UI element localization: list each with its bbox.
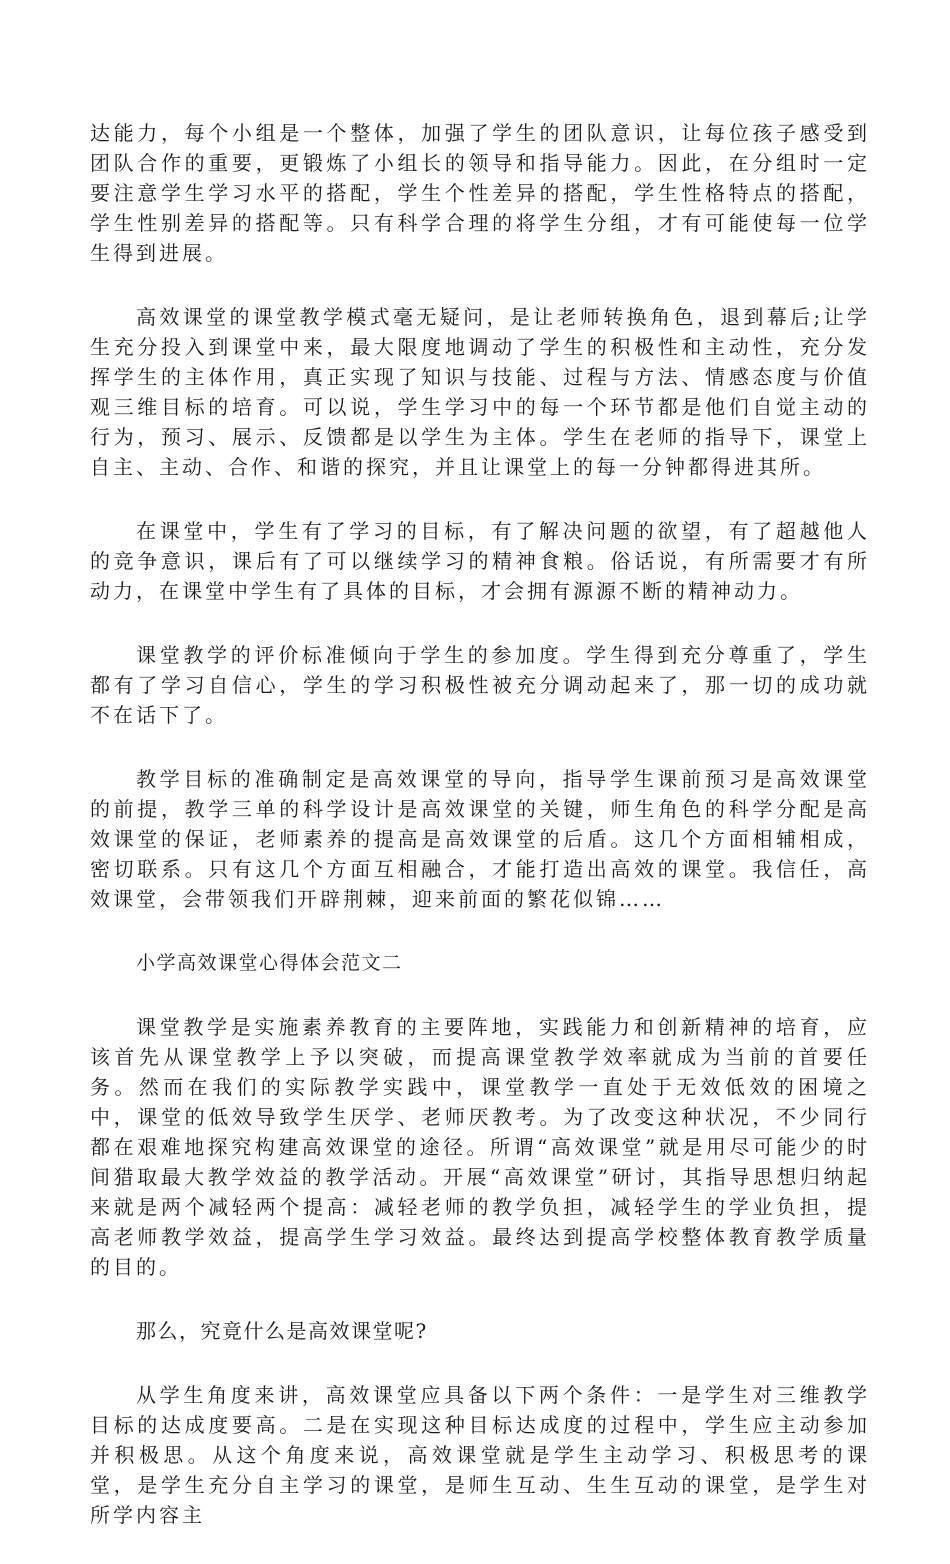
paragraph-continuation: 达能力，每个小组是一个整体，加强了学生的团队意识，让每位孩子感受到团队合作的重要，更锻炼了小组长的领导和指导能力。因此，在分组时一定要注意学生学习水平的搭配，学生个性差异的搭配，学生性格特点的搭配，学生性别差异的搭配等。只有科学合理的将学生分组，才有可能使每一位学生得到进展。 (90, 121, 870, 265)
document-page (90, 118, 870, 1564)
section-heading: 小学高效课堂心得体会范文二 (136, 952, 403, 974)
paragraph-student-perspective: 从学生角度来讲，高效课堂应具备以下两个条件：一是学生对三维教学目标的达成度要高。二是在实现这种目标达成度的过程中，学生应主动参加并积极思。从这个角度来说，高效课堂就是学生主动学习、积极思考的课堂，是学生充分自主学习的课堂，是师生互动、生生互动的课堂，是学生对所学内容主 (90, 1383, 870, 1527)
paragraph-evaluation-standard: 课堂教学的评价标准倾向于学生的参加度。学生得到充分尊重了，学生都有了学习自信心，学生的学习积极性被充分调动起来了，那一切的成功就不在话下了。 (90, 643, 870, 727)
paragraph-summary: 教学目标的准确制定是高效课堂的导向，指导学生课前预习是高效课堂的前提，教学三单的科学设计是高效课堂的关键，师生角色的科学分配是高效课堂的保证，老师素养的提高是高效课堂的后盾。这几个方面相辅相成，密切联系。只有这几个方面互相融合，才能打造出高效的课堂。我信任，高效课堂，会带领我们开辟荆棘，迎来前面的繁花似锦…… (90, 767, 870, 911)
paragraph-question: 那么，究竟什么是高效课堂呢? (136, 1319, 428, 1343)
paragraph-learning-goals: 在课堂中，学生有了学习的目标，有了解决问题的欲望，有了超越他人的竞争意识，课后有了可以继续学习的精神食粮。俗话说，有所需要才有所动力，在课堂中学生有了具体的目标，才会拥有源源不断的精神动力。 (90, 519, 870, 603)
paragraph-teaching-mode: 高效课堂的课堂教学模式毫无疑问，是让老师转换角色，退到幕后;让学生充分投入到课堂中来，最大限度地调动了学生的积极性和主动性，充分发挥学生的主体作用，真正实现了知识与技能、过程与方法、情感态度与价值观三维目标的培育。可以说，学生学习中的每一个环节都是他们自觉主动的行为，预习、展示、反馈都是以学生为主体。学生在老师的指导下，课堂上自主、主动、合作、和谐的探究，并且让课堂上的每一分钟都得进其所。 (90, 305, 870, 479)
paragraph-classroom-teaching: 课堂教学是实施素养教育的主要阵地，实践能力和创新精神的培育，应该首先从课堂教学上予以突破，而提高课堂教学效率就成为当前的首要任务。然而在我们的实际教学实践中，课堂教学一直处于无效低效的困境之中，课堂的低效导致学生厌学、老师厌教考。为了改变这种状况，不少同行都在艰难地探究构建高效课堂的途径。所谓“高效课堂”就是用尽可能少的时间猎取最大教学效益的教学活动。开展“高效课堂”研讨，其指导思想归纳起来就是两个减轻两个提高：减轻老师的教学负担，减轻学生的学业负担，提高老师教学效益，提高学生学习效益。最终达到提高学校整体教育教学质量的目的。 (90, 1015, 870, 1279)
